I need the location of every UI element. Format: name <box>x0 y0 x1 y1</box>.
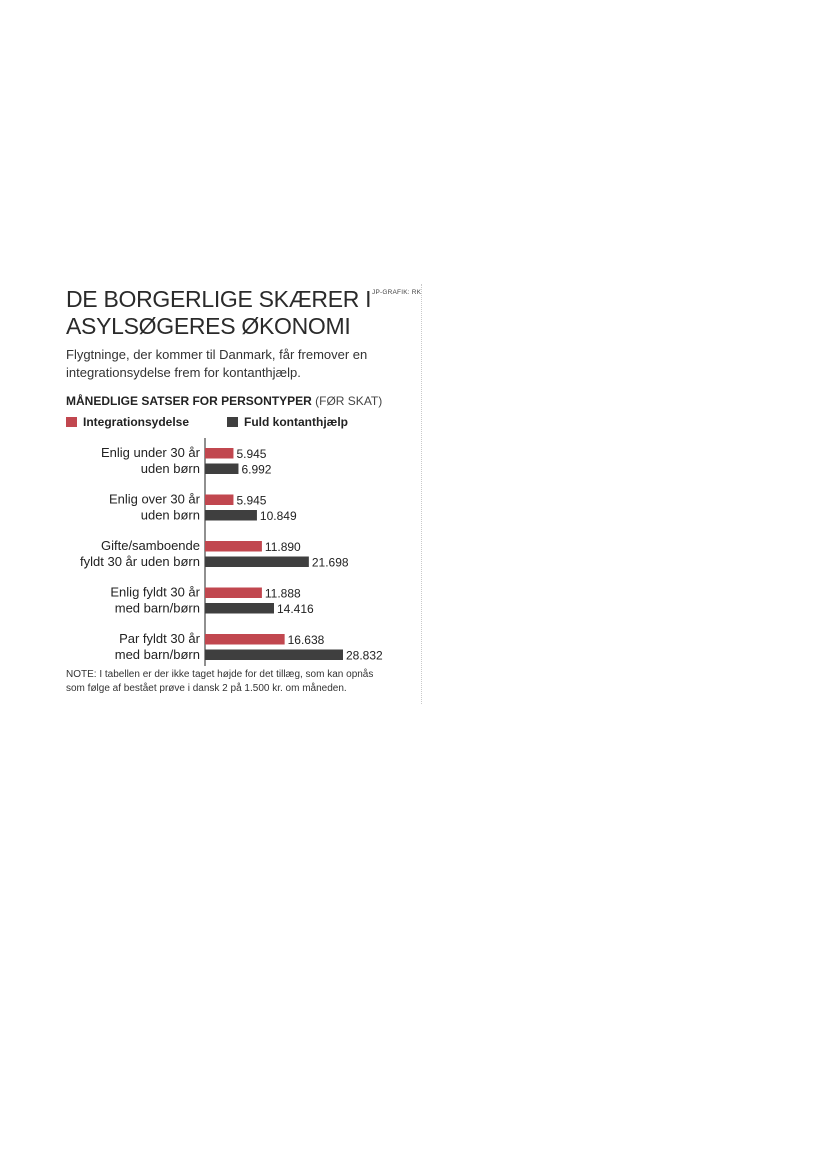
data-label-integrationsydelse-3: 11.890 <box>264 540 301 554</box>
category-label-4-line-2: med barn/børn <box>114 600 200 616</box>
graphic-credit: JP-GRAFIK: RK <box>372 289 422 296</box>
category-label-3-line-1: Gifte/samboende <box>100 538 200 553</box>
category-label-5-line-1: Par fyldt 30 år <box>119 631 200 646</box>
data-label-integrationsydelse-4: 11.888 <box>264 586 301 601</box>
footnote-line-2: som følge af bestået prøve i dansk 2 på 1.500 kr. om måneden. <box>66 683 347 694</box>
data-label-integrationsydelse-5: 16.638 <box>287 633 325 647</box>
data-label-fuld-kontanthj-lp-3: 21.698 <box>311 555 349 570</box>
data-label-integrationsydelse-1: 5.945 <box>236 447 267 461</box>
subheadline-line-1: Flygtninge, der kommer til Danmark, får fremover en <box>66 347 368 362</box>
bar-integrationsydelse-1 <box>205 448 233 459</box>
data-label-fuld-kontanthj-lp-5: 28.832 <box>346 648 383 663</box>
category-label-1-line-2: uden børn <box>140 461 200 476</box>
bar-fuld-kontanthj-lp-3 <box>205 557 309 568</box>
chart-title-main: MÅNEDLIGE SATSER FOR PERSONTYPER <box>66 394 312 408</box>
bar-fuld-kontanthj-lp-5 <box>205 650 343 661</box>
bar-fuld-kontanthj-lp-1 <box>205 464 238 475</box>
bar-integrationsydelse-3 <box>205 541 262 552</box>
chart-title-suffix: (FØR SKAT) <box>311 394 383 408</box>
category-label-2-line-1: Enlig over 30 år <box>108 491 200 507</box>
data-label-fuld-kontanthj-lp-4: 14.416 <box>277 602 314 616</box>
data-label-fuld-kontanthj-lp-1: 6.992 <box>241 462 272 477</box>
bar-integrationsydelse-4 <box>205 588 262 599</box>
category-label-5-line-2: med barn/børn <box>114 647 200 662</box>
footnote-line-1: NOTE: I tabellen er der ikke taget højde for det tillæg, som kan opnås <box>66 669 374 680</box>
headline-line-2: ASYLSØGERES ØKONOMI <box>66 313 351 339</box>
subheadline-line-2: integrationsydelse frem for kontanthjælp. <box>66 365 301 380</box>
category-label-1-line-1: Enlig under 30 år <box>100 445 200 460</box>
data-label-integrationsydelse-2: 5.945 <box>236 493 267 508</box>
category-label-4-line-1: Enlig fyldt 30 år <box>110 584 200 600</box>
data-label-fuld-kontanthj-lp-2: 10.849 <box>259 509 297 523</box>
legend-label-fuld-kontanthjaelp: Fuld kontanthjælp <box>244 415 348 429</box>
category-label-3-line-2: fyldt 30 år uden børn <box>80 554 200 569</box>
footnote <box>66 668 373 696</box>
legend-label-integrationsydelse: Integrationsydelse <box>83 415 190 429</box>
category-label-2-line-2: uden børn <box>140 507 200 523</box>
bar-fuld-kontanthj-lp-2 <box>205 510 257 521</box>
bar-fuld-kontanthj-lp-4 <box>205 603 274 614</box>
bar-integrationsydelse-2 <box>205 495 233 506</box>
bar-integrationsydelse-5 <box>205 634 285 645</box>
headline-line-1: DE BORGERLIGE SKÆRER I <box>66 286 372 312</box>
